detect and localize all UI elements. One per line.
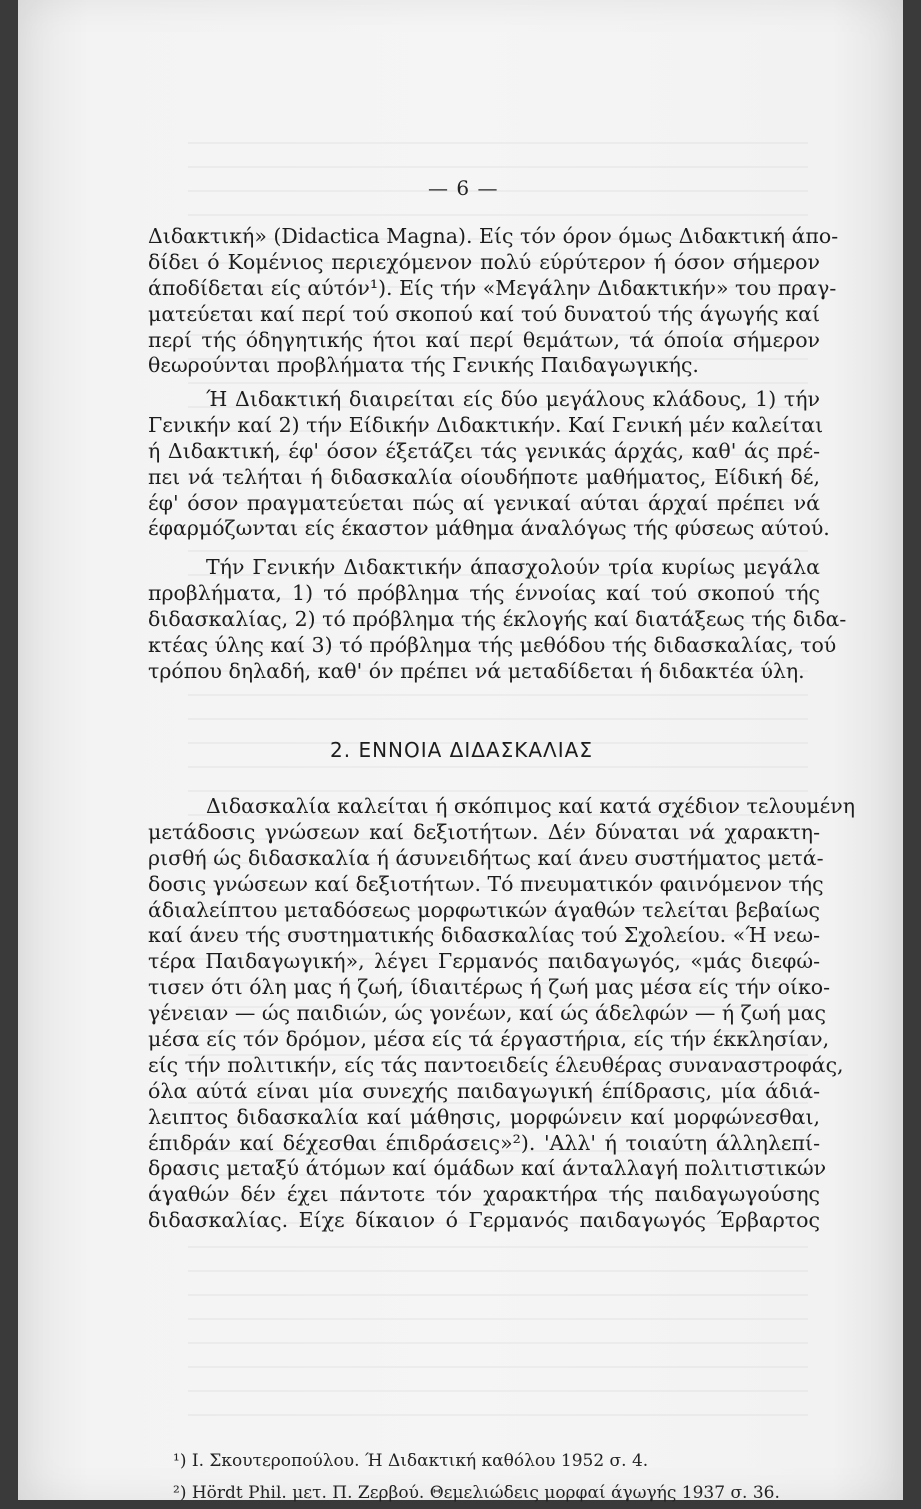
- text-line: Διδακτική» (Didactica Magna). Είς τόν όρον όμως Διδακτική άπο-: [148, 224, 839, 248]
- text-line: τισεν ότι όλη μας ή ζωή, ίδιαιτέρως ή ζωή μας μέσα είς τήν οίκο-: [148, 975, 831, 1000]
- text-line: δοσις γνώσεων καί δεξιοτήτων. Τό πνευματικόν φαινόμενον τής: [148, 871, 824, 896]
- paragraph-3: [148, 555, 847, 684]
- paragraph-2: [148, 387, 830, 542]
- text-line: όλα αύτά είναι μία συνεχής παιδαγωγική έπίδρασις, μία άδιά-: [148, 1078, 820, 1103]
- text-line: ή Διδακτική, έφ' όσον έξετάζει τάς γενικάς άρχάς, καθ' άς πρέ-: [148, 438, 820, 463]
- footnotes: [173, 1445, 833, 1509]
- text-line: γένειαν — ώς παιδιών, ώς γονέων, καί ώς άδελφών — ή ζωή μας: [148, 1001, 826, 1026]
- footnote-1: ¹) Ι. Σκουτεροπούλου. Ή Διδακτική καθόλου 1952 σ. 4.: [173, 1451, 649, 1471]
- footnote-2: ²) Hördt Phil. μετ. Π. Ζερβού. Θεμελιώδεις μορφαί άγωγής 1937 σ. 36.: [173, 1483, 780, 1503]
- text-line: διδασκαλίας. Είχε δίκαιον ό Γερμανός παιδαγωγός Έρβαρτος: [148, 1208, 820, 1233]
- text-line: προβλήματα, 1) τό πρόβλημα τής έννοίας καί τού σκοπού τής: [148, 580, 820, 605]
- text-line: πει νά τελήται ή διδασκαλία οίουδήποτε μαθήματος, Είδική δέ,: [148, 464, 820, 489]
- text-line: είς τήν πολιτικήν, είς τάς παντοειδείς έλευθέρας συναναστροφάς,: [148, 1052, 844, 1077]
- text-line: έφ' όσον πραγματεύεται πώς αί γενικαί αύται άρχαί πρέπει νά: [148, 490, 820, 515]
- text-line: άποδίδεται είς αύτόν¹). Είς τήν «Μεγάλην Διδακτικήν» του πραγ-: [148, 275, 837, 300]
- text-line: δρασις μεταξύ άτόμων καί όμάδων καί άνταλλαγή πολιτιστικών: [148, 1156, 827, 1181]
- text-line: έφαρμόζωνται είς έκαστον μάθημα άναλόγως τής φύσεως αύτού.: [148, 516, 830, 541]
- text-line: λειπτος διδασκαλία καί μάθησις, μορφώνειν καί μορφώνεσθαι,: [148, 1104, 820, 1129]
- text-line: Γενικήν καί 2) τήν Είδικήν Διδακτικήν. Καί Γενική μέν καλείται: [148, 412, 824, 437]
- text-line: έπιδράν καί δέχεσθαι έπιδράσεις»²). 'Αλλ' ή τοιαύτη άλληλεπί-: [148, 1130, 820, 1155]
- text-line: άδιαλείπτου μεταδόσεως μορφωτικών άγαθών τελείται βεβαίως: [148, 897, 820, 922]
- text-line: τέρα Παιδαγωγική», λέγει Γερμανός παιδαγωγός, «μάς διεφώ-: [148, 949, 820, 974]
- book-page: [18, 0, 903, 1503]
- text-line: τρόπου δηλαδή, καθ' όν πρέπει νά μεταδίδεται ή διδακτέα ύλη.: [148, 658, 805, 683]
- section-heading: 2. ΕΝΝΟΙΑ ΔΙΔΑΣΚΑΛΙΑΣ: [330, 738, 593, 762]
- paragraph-1: [148, 224, 839, 379]
- paragraph-4: [148, 794, 855, 1234]
- text-line: περί τής όδηγητικής ήτοι καί περί θεμάτων, τά όποία σήμερον: [148, 327, 820, 352]
- text-line: κτέας ύλης καί 3) τό πρόβλημα τής μεθόδου τής διδασκαλίας, τού: [148, 632, 837, 657]
- text-line: θεωρούνται προβλήματα τής Γενικής Παιδαγωγικής.: [148, 353, 699, 378]
- text-line: ματεύεται καί περί τού σκοπού καί τού δυνατού τής άγωγής καί: [148, 301, 820, 326]
- text-line: μετάδοσις γνώσεων καί δεξιοτήτων. Δέν δύναται νά χαρακτη-: [148, 819, 820, 844]
- text-line: καί άνευ τής συστηματικής διδασκαλίας τού Σχολείου. «Ή νεω-: [148, 923, 820, 948]
- text-line: ρισθή ώς διδασκαλία ή άσυνειδήτως καί άνευ συστήματος μετά-: [148, 845, 824, 870]
- text-line: Τήν Γενικήν Διδακτικήν άπασχολούν τρία κυρίως μεγάλα: [206, 555, 820, 579]
- page-number: — 6 —: [428, 176, 499, 200]
- text-line: μέσα είς τόν δρόμον, μέσα είς τά έργαστήρια, είς τήν έκκλησίαν,: [148, 1027, 830, 1052]
- text-line: άγαθών δέν έχει πάντοτε τόν χαρακτήρα τής παιδαγωγούσης: [148, 1182, 820, 1207]
- text-line: διδασκαλίας, 2) τό πρόβλημα τής έκλογής καί διατάξεως τής διδα-: [148, 606, 847, 631]
- text-line: Ή Διδακτική διαιρείται είς δύο μεγάλους κλάδους, 1) τήν: [206, 387, 820, 411]
- text-line: Διδασκαλία καλείται ή σκόπιμος καί κατά σχέδιον τελουμένη: [206, 794, 855, 818]
- text-line: δίδει ό Κομένιος περιεχόμενον πολύ εύρύτερον ή όσον σήμερον: [148, 249, 820, 274]
